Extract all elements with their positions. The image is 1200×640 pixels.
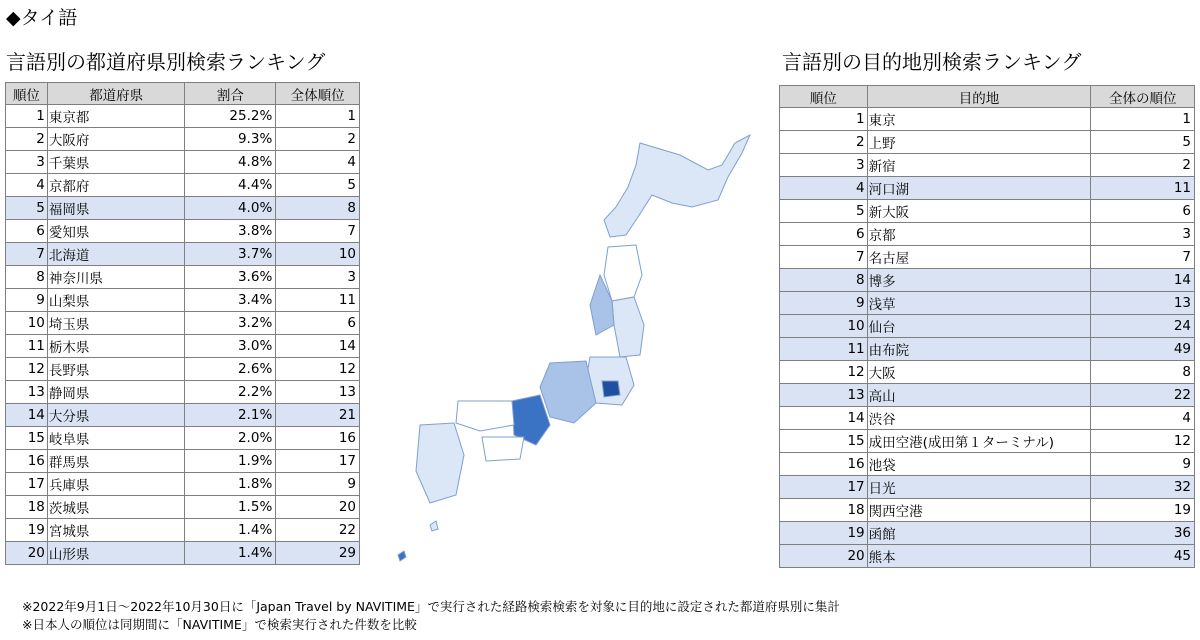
rank-cell: 2 [780, 131, 868, 154]
destination-cell: 池袋 [867, 453, 1091, 476]
table-row [780, 476, 1195, 499]
rank-cell: 16 [6, 450, 48, 473]
rank-cell: 5 [780, 200, 868, 223]
destination-cell: 日光 [867, 476, 1091, 499]
prefecture-cell: 愛知県 [47, 220, 185, 243]
table-row [6, 266, 360, 289]
overall-rank-cell: 12 [276, 358, 360, 381]
share-cell: 1.4% [185, 519, 276, 542]
header-rank: 順位 [6, 83, 48, 105]
rank-cell: 15 [780, 430, 868, 453]
overall-rank-cell: 21 [276, 404, 360, 427]
rank-cell: 2 [6, 128, 48, 151]
overall-rank-cell: 2 [1091, 154, 1195, 177]
rank-cell: 7 [780, 246, 868, 269]
overall-rank-cell: 14 [276, 335, 360, 358]
tohoku-north [604, 245, 642, 301]
prefecture-cell: 岐阜県 [47, 427, 185, 450]
tokyo [602, 381, 620, 397]
share-cell: 4.8% [185, 151, 276, 174]
chubu-region [540, 361, 596, 423]
table-row [780, 246, 1195, 269]
tohoku-east [612, 297, 644, 357]
destination-cell: 関西空港 [867, 499, 1091, 522]
overall-rank-cell: 7 [1091, 246, 1195, 269]
rank-cell: 13 [780, 384, 868, 407]
rank-cell: 17 [780, 476, 868, 499]
prefecture-cell: 山梨県 [47, 289, 185, 312]
overall-rank-cell: 11 [276, 289, 360, 312]
overall-rank-cell: 13 [276, 381, 360, 404]
overall-rank-cell: 16 [276, 427, 360, 450]
prefecture-cell: 長野県 [47, 358, 185, 381]
table-row [6, 289, 360, 312]
table-row [780, 177, 1195, 200]
rank-cell: 17 [6, 473, 48, 496]
destination-cell: 上野 [867, 131, 1091, 154]
prefecture-cell: 群馬県 [47, 450, 185, 473]
footnotes [22, 598, 840, 634]
table-row [6, 427, 360, 450]
overall-rank-cell: 4 [276, 151, 360, 174]
share-cell: 4.4% [185, 174, 276, 197]
destination-cell: 博多 [867, 269, 1091, 292]
share-cell: 3.2% [185, 312, 276, 335]
table-row [6, 450, 360, 473]
header-rank: 順位 [780, 86, 868, 108]
prefecture-cell: 兵庫県 [47, 473, 185, 496]
table-row [780, 223, 1195, 246]
rank-cell: 8 [6, 266, 48, 289]
table-row [780, 131, 1195, 154]
destination-cell: 河口湖 [867, 177, 1091, 200]
share-cell: 25.2% [185, 105, 276, 128]
table-row [6, 128, 360, 151]
rank-cell: 5 [6, 197, 48, 220]
japan-prefecture-map [390, 125, 770, 585]
overall-rank-cell: 17 [276, 450, 360, 473]
page-heading: ◆タイ語 [6, 7, 78, 29]
table-row [780, 292, 1195, 315]
overall-rank-cell: 22 [1091, 384, 1195, 407]
overall-rank-cell: 8 [276, 197, 360, 220]
rank-cell: 19 [6, 519, 48, 542]
rank-cell: 10 [6, 312, 48, 335]
overall-rank-cell: 5 [276, 174, 360, 197]
overall-rank-cell: 2 [276, 128, 360, 151]
prefecture-cell: 茨城県 [47, 496, 185, 519]
overall-rank-cell: 3 [1091, 223, 1195, 246]
table-row [780, 545, 1195, 568]
overall-rank-cell: 9 [1091, 453, 1195, 476]
table-row [780, 522, 1195, 545]
prefecture-cell: 大分県 [47, 404, 185, 427]
table-row [6, 381, 360, 404]
destination-cell: 新宿 [867, 154, 1091, 177]
share-cell: 4.0% [185, 197, 276, 220]
prefecture-cell: 埼玉県 [47, 312, 185, 335]
table-row [6, 197, 360, 220]
okinawa-islands [398, 551, 406, 561]
overall-rank-cell: 32 [1091, 476, 1195, 499]
overall-rank-cell: 1 [1091, 108, 1195, 131]
rank-cell: 18 [780, 499, 868, 522]
prefecture-cell: 東京都 [47, 105, 185, 128]
destination-cell: 函館 [867, 522, 1091, 545]
overall-rank-cell: 29 [276, 542, 360, 565]
share-cell: 9.3% [185, 128, 276, 151]
table-row [780, 108, 1195, 131]
prefecture-cell: 福岡県 [47, 197, 185, 220]
prefecture-cell: 宮城県 [47, 519, 185, 542]
header-overall-rank: 全体順位 [276, 83, 360, 105]
rank-cell: 14 [780, 407, 868, 430]
hokkaido-region [604, 135, 750, 237]
rank-cell: 7 [6, 243, 48, 266]
overall-rank-cell: 6 [1091, 200, 1195, 223]
table-row [6, 151, 360, 174]
table-row [780, 315, 1195, 338]
footnote-aggregation: ※2022年9月1日～2022年10月30日に「Japan Travel by NAVITIME」で実行された経路検索検索を対象に目的地に設定された都道府県別に集計 [22, 599, 840, 614]
header-overall-rank: 全体の順位 [1091, 86, 1195, 108]
share-cell: 1.4% [185, 542, 276, 565]
table-row [6, 220, 360, 243]
rank-cell: 12 [6, 358, 48, 381]
footnote-comparison: ※日本人の順位は同期間に「NAVITIME」で検索実行された件数を比較 [22, 617, 417, 632]
table-row [780, 453, 1195, 476]
rank-cell: 1 [6, 105, 48, 128]
table-row [780, 430, 1195, 453]
overall-rank-cell: 36 [1091, 522, 1195, 545]
prefecture-cell: 大阪府 [47, 128, 185, 151]
table-row [780, 384, 1195, 407]
overall-rank-cell: 20 [276, 496, 360, 519]
overall-rank-cell: 49 [1091, 338, 1195, 361]
share-cell: 3.8% [185, 220, 276, 243]
overall-rank-cell: 8 [1091, 361, 1195, 384]
shikoku-region [482, 437, 524, 461]
share-cell: 2.1% [185, 404, 276, 427]
prefecture-ranking-title: 言語別の都道府県別検索ランキング [6, 50, 326, 74]
destination-ranking-title: 言語別の目的地別検索ランキング [782, 50, 1082, 74]
overall-rank-cell: 22 [276, 519, 360, 542]
overall-rank-cell: 12 [1091, 430, 1195, 453]
table-row [780, 154, 1195, 177]
table-row [780, 407, 1195, 430]
overall-rank-cell: 6 [276, 312, 360, 335]
share-cell: 2.6% [185, 358, 276, 381]
overall-rank-cell: 14 [1091, 269, 1195, 292]
overall-rank-cell: 24 [1091, 315, 1195, 338]
overall-rank-cell: 1 [276, 105, 360, 128]
table-row [6, 358, 360, 381]
table-row [6, 404, 360, 427]
prefecture-cell: 北海道 [47, 243, 185, 266]
share-cell: 3.0% [185, 335, 276, 358]
overall-rank-cell: 5 [1091, 131, 1195, 154]
table-row [780, 361, 1195, 384]
overall-rank-cell: 13 [1091, 292, 1195, 315]
table-row [6, 496, 360, 519]
table-row [780, 269, 1195, 292]
share-cell: 1.9% [185, 450, 276, 473]
rank-cell: 1 [780, 108, 868, 131]
table-row [780, 200, 1195, 223]
prefecture-cell: 山形県 [47, 542, 185, 565]
destination-cell: 仙台 [867, 315, 1091, 338]
prefecture-cell: 神奈川県 [47, 266, 185, 289]
rank-cell: 16 [780, 453, 868, 476]
header-destination: 目的地 [867, 86, 1091, 108]
rank-cell: 3 [6, 151, 48, 174]
destination-cell: 名古屋 [867, 246, 1091, 269]
overall-rank-cell: 3 [276, 266, 360, 289]
rank-cell: 20 [6, 542, 48, 565]
share-cell: 1.8% [185, 473, 276, 496]
destination-cell: 熊本 [867, 545, 1091, 568]
destination-cell: 高山 [867, 384, 1091, 407]
destination-cell: 新大阪 [867, 200, 1091, 223]
rank-cell: 14 [6, 404, 48, 427]
overall-rank-cell: 45 [1091, 545, 1195, 568]
overall-rank-cell: 9 [276, 473, 360, 496]
share-cell: 2.2% [185, 381, 276, 404]
destination-cell: 成田空港(成田第１ターミナル) [867, 430, 1091, 453]
destination-ranking-table [779, 85, 1195, 568]
overall-rank-cell: 11 [1091, 177, 1195, 200]
table-row [6, 105, 360, 128]
destination-cell: 由布院 [867, 338, 1091, 361]
share-cell: 3.4% [185, 289, 276, 312]
rank-cell: 19 [780, 522, 868, 545]
table-row [780, 338, 1195, 361]
prefecture-cell: 静岡県 [47, 381, 185, 404]
small-island [430, 521, 438, 531]
destination-cell: 浅草 [867, 292, 1091, 315]
overall-rank-cell: 4 [1091, 407, 1195, 430]
rank-cell: 3 [780, 154, 868, 177]
prefecture-cell: 千葉県 [47, 151, 185, 174]
table-row [6, 312, 360, 335]
overall-rank-cell: 10 [276, 243, 360, 266]
table-row [6, 542, 360, 565]
destination-cell: 京都 [867, 223, 1091, 246]
share-cell: 3.6% [185, 266, 276, 289]
rank-cell: 12 [780, 361, 868, 384]
rank-cell: 10 [780, 315, 868, 338]
rank-cell: 11 [780, 338, 868, 361]
kyushu-region [416, 423, 464, 503]
share-cell: 1.5% [185, 496, 276, 519]
destination-cell: 渋谷 [867, 407, 1091, 430]
rank-cell: 18 [6, 496, 48, 519]
rank-cell: 9 [6, 289, 48, 312]
header-prefecture: 都道府県 [47, 83, 185, 105]
rank-cell: 4 [6, 174, 48, 197]
rank-cell: 9 [780, 292, 868, 315]
prefecture-cell: 栃木県 [47, 335, 185, 358]
table-row [6, 519, 360, 542]
destination-cell: 東京 [867, 108, 1091, 131]
rank-cell: 4 [780, 177, 868, 200]
table-row [6, 174, 360, 197]
share-cell: 3.7% [185, 243, 276, 266]
header-share: 割合 [185, 83, 276, 105]
rank-cell: 6 [6, 220, 48, 243]
table-row [780, 499, 1195, 522]
rank-cell: 13 [6, 381, 48, 404]
rank-cell: 11 [6, 335, 48, 358]
destination-cell: 大阪 [867, 361, 1091, 384]
prefecture-ranking-table [5, 82, 360, 565]
table-row [6, 473, 360, 496]
prefecture-cell: 京都府 [47, 174, 185, 197]
overall-rank-cell: 19 [1091, 499, 1195, 522]
table-row [6, 243, 360, 266]
rank-cell: 6 [780, 223, 868, 246]
rank-cell: 20 [780, 545, 868, 568]
rank-cell: 8 [780, 269, 868, 292]
overall-rank-cell: 7 [276, 220, 360, 243]
table-row [6, 335, 360, 358]
chugoku-region [456, 401, 514, 431]
share-cell: 2.0% [185, 427, 276, 450]
rank-cell: 15 [6, 427, 48, 450]
